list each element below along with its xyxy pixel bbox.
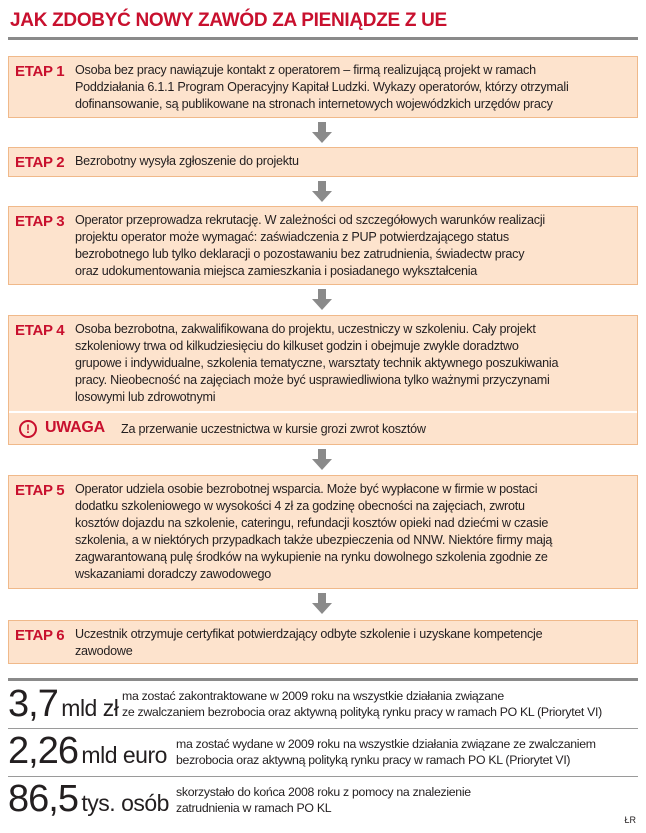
- stage-text-line: wskazaniami doradczy zawodowego: [75, 567, 271, 581]
- stage-text-line: Osoba bez pracy nawiązuje kontakt z operatorem – firmą realizującą projekt w ramach: [75, 63, 536, 77]
- stage-text-line: pracy. Nieobecność na zajęciach może być usprawiedliwiona tylko ważnymi przyczynami: [75, 373, 550, 387]
- stage-text-line: Operator udziela osobie bezrobotnej wsparcia. Może być wypłacone w firmie w postaci: [75, 482, 538, 496]
- stage-text: [75, 153, 629, 170]
- stage-text: [75, 212, 629, 280]
- stat-description-line: ma zostać wydane w 2009 roku na wszystkie działania związane ze zwalczaniem: [176, 737, 596, 751]
- arrow-down-icon: [311, 289, 333, 311]
- stage-text-line: Osoba bezrobotna, zakwalifikowana do projektu, uczestniczy w szkoleniu. Cały projekt: [75, 322, 536, 336]
- arrow-down-icon: [311, 449, 333, 471]
- stage-1: [8, 56, 638, 118]
- stat-unit: mld zł: [61, 695, 119, 721]
- stat-unit: tys. osób: [81, 790, 169, 816]
- stage-6: [8, 620, 638, 664]
- stat-separator: [8, 776, 638, 777]
- stat-3-description: [176, 784, 471, 816]
- stat-1-value: [8, 683, 118, 726]
- stat-description-line: ze zwalczaniem bezrobocia oraz aktywną polityką rynku pracy w ramach PO KL (Priorytet VI): [122, 705, 602, 719]
- stat-number: 86,5: [8, 778, 78, 820]
- stat-1-description: [122, 688, 602, 720]
- stage-3: [8, 206, 638, 285]
- stage-text-line: zawodowe: [75, 644, 133, 658]
- stage-text-line: szkoleniowy trwa od kilkudziesięciu do kilkuset godzin i obejmuje zwykle doradztwo: [75, 339, 519, 353]
- stage-label: ETAP 4: [15, 322, 65, 339]
- stat-number: 3,7: [8, 683, 58, 725]
- stats-divider: [8, 678, 638, 681]
- source-credit: ŁR: [624, 815, 636, 825]
- stage-label: ETAP 1: [15, 63, 65, 80]
- stage-5: [8, 475, 638, 589]
- stage-text-line: zagwarantowaną pulę środków na wykupienie na rynku dowolnego szkolenia zgodnie ze: [75, 550, 548, 564]
- stage-text-line: dofinansowanie, są publikowane na stronach internetowych wojewódzkich urzędów pracy: [75, 97, 553, 111]
- stage-text-line: kosztów dojazdu na szkolenie, cateringu, refundacji kosztów opieki nad dziećmi w czasie: [75, 516, 549, 530]
- stat-number: 2,26: [8, 730, 78, 772]
- stage-text-line: oraz udokumentowania miejsca zamieszkania i posiadanego wykształcenia: [75, 264, 478, 278]
- stage-text-line: szkolenia, a w niektórych przypadkach także ubezpieczenia od NNW. Niektóre firmy mają: [75, 533, 553, 547]
- stage-label: ETAP 6: [15, 627, 65, 644]
- stat-description-line: bezrobocia oraz aktywną polityką rynku pracy w ramach PO KL (Priorytet VI): [176, 753, 571, 767]
- stage-text-line: Uczestnik otrzymuje certyfikat potwierdzający odbyte szkolenie i uzyskane kompetencje: [75, 627, 543, 641]
- stage-text-line: projektu operator może wymagać: zaświadczenia z PUP potwierdzającego status: [75, 230, 509, 244]
- warning-row: [9, 411, 637, 444]
- stage-4: [8, 315, 638, 445]
- stage-label: ETAP 5: [15, 482, 65, 499]
- stat-description-line: zatrudnienia w ramach PO KL: [176, 801, 332, 815]
- stage-text-line: bezrobotnego lub tylko deklaracji o pozostawaniu bez zatrudnienia, świadectw pracy: [75, 247, 525, 261]
- arrow-down-icon: [311, 181, 333, 203]
- stage-label: ETAP 3: [15, 213, 65, 230]
- stat-2-value: [8, 730, 167, 773]
- warning-text: Za przerwanie uczestnictwa w kursie grozi zwrot kosztów: [121, 422, 426, 436]
- stage-text-line: losowymi lub zdrowotnymi: [75, 390, 216, 404]
- stage-text-line: grupowe i indywidualne, szkolenia tematyczne, warsztaty technik aktywnego poszukiwania: [75, 356, 559, 370]
- stage-text: [75, 626, 629, 660]
- stat-separator: [8, 728, 638, 729]
- stage-text: [75, 481, 629, 583]
- stage-text: [75, 321, 629, 406]
- arrow-down-icon: [311, 593, 333, 615]
- arrow-down-icon: [311, 122, 333, 144]
- stage-text-line: Bezrobotny wysyła zgłoszenie do projektu: [75, 154, 299, 168]
- stat-2-description: [176, 736, 596, 768]
- stage-text: [75, 62, 629, 113]
- stage-text-line: dodatku szkoleniowego w wysokości 4 zł za godzinę obecności na zajęciach, zwrotu: [75, 499, 525, 513]
- stat-description-line: ma zostać zakontraktowane w 2009 roku na wszystkie działania związane: [122, 689, 504, 703]
- stage-label: ETAP 2: [15, 154, 65, 171]
- warning-label: UWAGA: [45, 419, 105, 436]
- stage-2: [8, 147, 638, 177]
- exclamation-circle-icon: !: [19, 420, 37, 438]
- stage-text-line: Poddziałania 6.1.1 Program Operacyjny Kapitał Ludzki. Wykazy operatorów, którzy otrzymali: [75, 80, 569, 94]
- stat-3-value: [8, 778, 169, 821]
- page-title: JAK ZDOBYĆ NOWY ZAWÓD ZA PIENIĄDZE Z UE: [8, 6, 638, 40]
- stat-description-line: skorzystało do końca 2008 roku z pomocy na znalezienie: [176, 785, 471, 799]
- stage-text-line: Operator przeprowadza rekrutację. W zależności od szczegółowych warunków realizacji: [75, 213, 545, 227]
- stat-unit: mld euro: [81, 742, 167, 768]
